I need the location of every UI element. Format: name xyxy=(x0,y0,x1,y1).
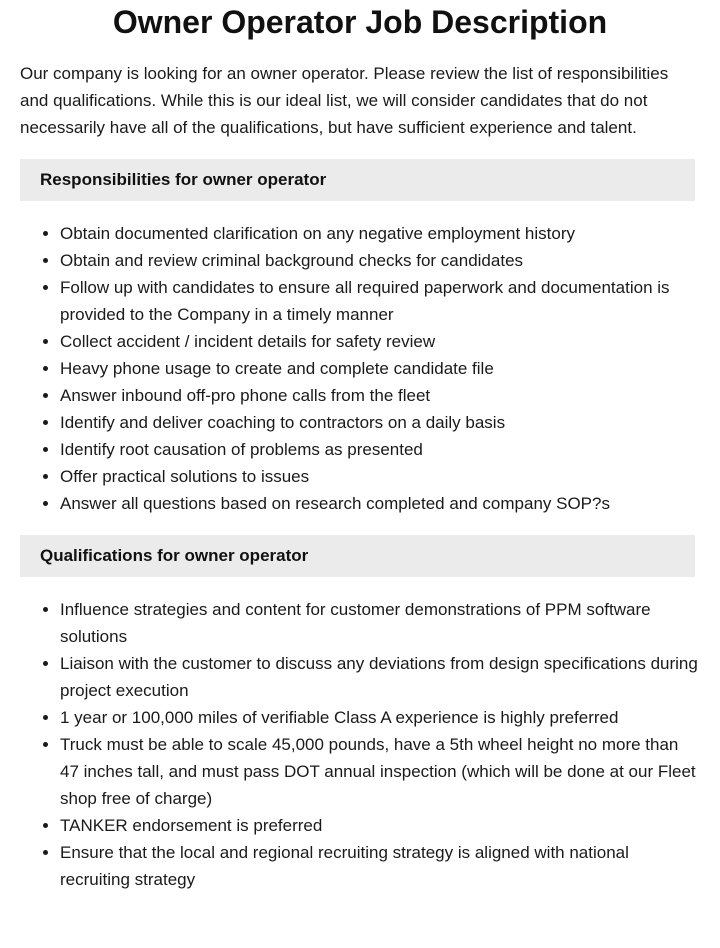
responsibilities-header: Responsibilities for owner operator xyxy=(20,159,695,201)
list-item: • Collect accident / incident details for safety review xyxy=(60,328,700,355)
list-item: • 1 year or 100,000 miles of verifiable Class A experience is highly preferred xyxy=(60,704,700,731)
qualifications-header: Qualifications for owner operator xyxy=(20,535,695,577)
list-item: • TANKER endorsement is preferred xyxy=(60,812,700,839)
list-item: • Identify root causation of problems as presented xyxy=(60,436,700,463)
list-item: • Ensure that the local and regional recruiting strategy is aligned with national recruiting strategy xyxy=(60,839,700,893)
intro-paragraph: Our company is looking for an owner operator. Please review the list of responsibilities and qualifications. While this is our ideal list, we will consider candidates that do not necessarily have all of the qualifications, but have sufficient experience and talent. xyxy=(20,64,669,137)
list-item: • Influence strategies and content for customer demonstrations of PPM software solutions xyxy=(60,596,700,650)
list-item: • Offer practical solutions to issues xyxy=(60,463,700,490)
list-item: • Truck must be able to scale 45,000 pounds, have a 5th wheel height no more than 47 inches tall, and must pass DOT annual inspection (which will be done at our Fleet shop free of charge) xyxy=(60,731,700,812)
list-item: • Obtain and review criminal background checks for candidates xyxy=(60,247,700,274)
list-item: • Identify and deliver coaching to contractors on a daily basis xyxy=(60,409,700,436)
list-item: • Answer inbound off-pro phone calls from the fleet xyxy=(60,382,700,409)
list-item: • Obtain documented clarification on any negative employment history xyxy=(60,220,700,247)
list-item: • Liaison with the customer to discuss any deviations from design specifications during project execution xyxy=(60,650,700,704)
responsibilities-list xyxy=(20,220,700,517)
list-item: • Follow up with candidates to ensure all required paperwork and documentation is provided to the Company in a timely manner xyxy=(60,274,700,328)
list-item: • Answer all questions based on research completed and company SOP?s xyxy=(60,490,700,517)
page-title: Owner Operator Job Description xyxy=(112,4,608,40)
list-item: • Heavy phone usage to create and complete candidate file xyxy=(60,355,700,382)
qualifications-list xyxy=(20,596,700,893)
